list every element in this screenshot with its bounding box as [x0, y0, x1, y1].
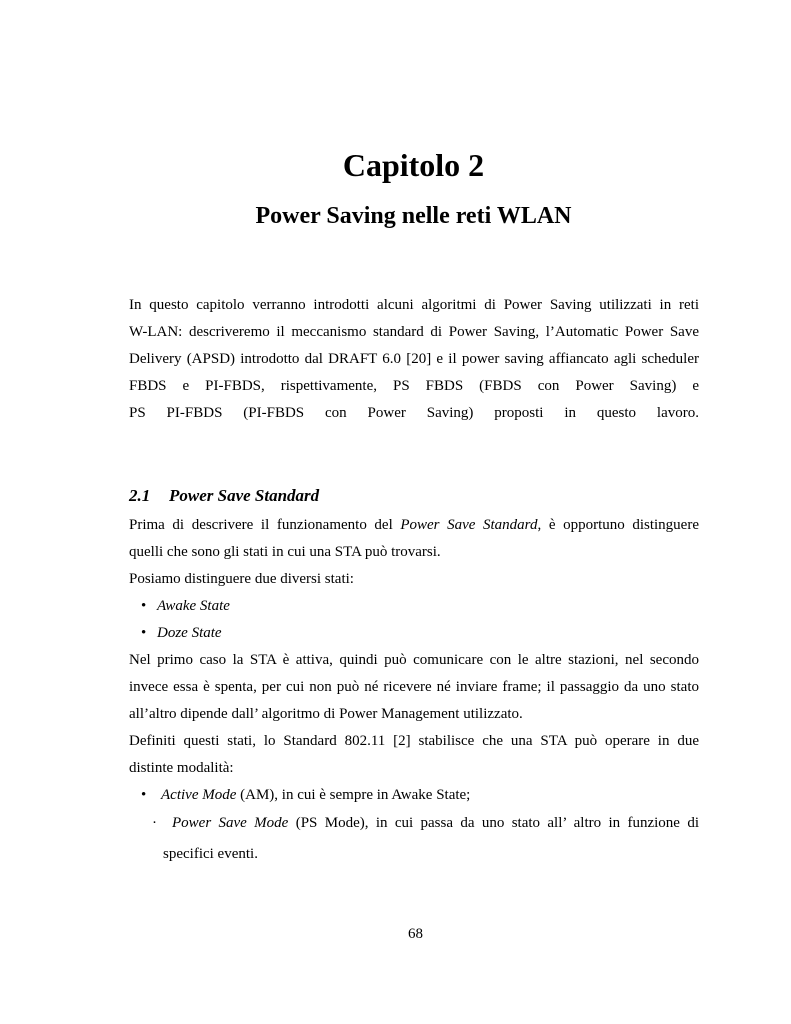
paragraph-line-2: quelli che sono gli stati in cui una STA può trovarsi. — [129, 544, 441, 560]
list-item-label: Doze State — [157, 625, 222, 641]
paragraph-line: all’altro dipende dall’ algoritmo di Power Management utilizzato. — [129, 706, 523, 722]
chapter-number-heading: Capitolo 2 — [342, 147, 485, 183]
intro-paragraph — [129, 292, 699, 427]
list-item-emphasis: Power Save Mode — [172, 815, 289, 831]
list-item-awake-state — [141, 593, 230, 620]
list-item-text: (AM), in cui è sempre in Awake State; — [236, 787, 471, 803]
paragraph-line: Nel primo caso la STA è attiva, quindi può comunicare con le altre stazioni, nel secondo — [129, 652, 699, 668]
page-number: 68 — [408, 926, 423, 942]
section-heading — [129, 482, 319, 510]
paragraph-line: Definiti questi stati, lo Standard 802.11 [2] stabilisce che una STA può operare in due — [129, 733, 699, 749]
paragraph-states-lead: Posiamo distinguere due diversi stati: — [129, 571, 354, 587]
paragraph-line-1 — [129, 512, 699, 539]
chapter-title: Power Saving nelle reti WLAN — [255, 203, 572, 229]
list-item-label: Awake State — [157, 598, 230, 614]
list-item-power-save-mode — [152, 810, 699, 837]
bullet-icon: • — [141, 598, 147, 614]
bullet-icon: • — [141, 625, 147, 641]
intro-line-4: FBDS e PI-FBDS, rispettivamente, PS FBDS (FBDS con Power Saving) e — [129, 378, 699, 394]
list-item-line — [152, 810, 699, 837]
list-item-doze-state — [141, 620, 222, 647]
section-number: 2.1 — [129, 486, 151, 505]
paragraph-line: invece essa è spenta, per cui non può né ricevere né inviare frame; il passaggio da uno stato — [129, 679, 699, 695]
list-item-emphasis: Active Mode — [161, 787, 237, 803]
bullet-icon: · — [152, 815, 157, 831]
text-run: Prima di descrivere il funzionamento del — [129, 517, 401, 533]
list-item-active-mode — [141, 782, 470, 809]
intro-line-5: PS PI-FBDS (PI-FBDS con Power Saving) proposti in questo lavoro. — [129, 405, 699, 421]
intro-line-1: In questo capitolo verranno introdotti alcuni algoritmi di Power Saving utilizzati in reti — [129, 297, 699, 313]
list-item-continuation: specifici eventi. — [163, 846, 258, 862]
paragraph-states-description — [129, 647, 699, 782]
section-title: Power Save Standard — [169, 486, 320, 505]
paragraph-line: distinte modalità: — [129, 760, 234, 776]
list-item-text: (PS Mode), in cui passa da uno stato all’ altro in funzione di — [288, 815, 699, 831]
emphasis-power-save-standard: Power Save Standard — [400, 517, 538, 533]
intro-line-2: W-LAN: descriveremo il meccanismo standard di Power Saving, l’Automatic Power Save — [129, 324, 699, 340]
bullet-icon: • — [141, 787, 147, 803]
text-run: , è opportuno distinguere — [537, 517, 699, 533]
paragraph-intro-states — [129, 512, 699, 593]
intro-line-3: Delivery (APSD) introdotto dal DRAFT 6.0 [20] e il power saving affiancato agli scheduler — [129, 351, 699, 367]
